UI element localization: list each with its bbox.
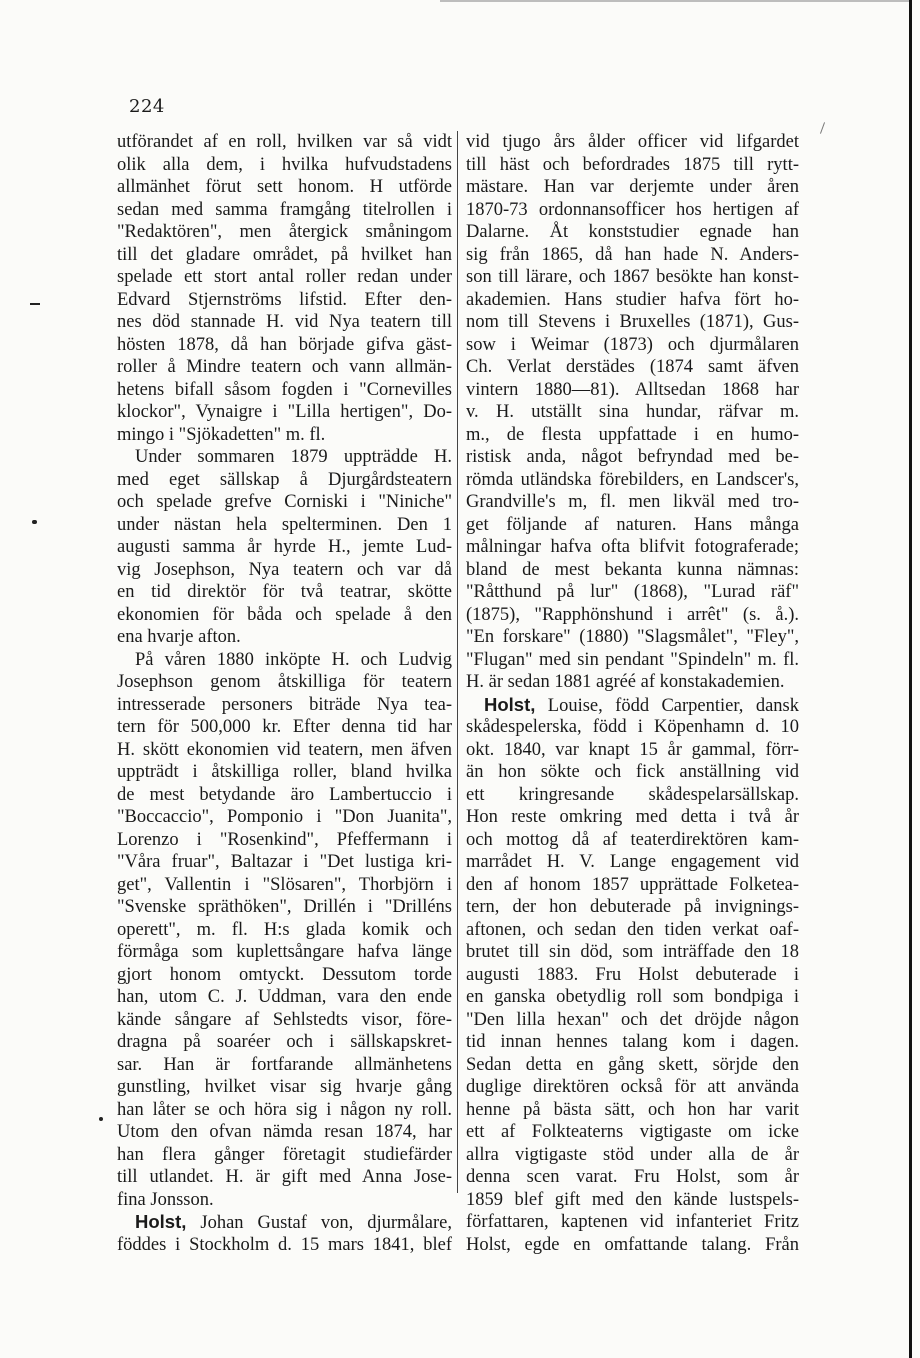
text-line: "Den lilla hexan" och det dröjde någon [466,1009,799,1030]
text-line: augusti 1883. Fru Holst debuterade i [466,964,799,985]
text-line: ekonomien för båda och spelade å den [117,604,452,625]
text-line: "Våra fruar", Baltazar i "Det lustiga kri- [117,852,452,872]
text-line: vintern 1880—81). Alltsedan 1868 har [466,379,799,400]
text-line: Ch. Verlat derstädes (1874 samt äfven [466,357,799,377]
text-line: marrådet H. V. Lange engagement vid [466,852,799,872]
text-line: bland de mest bekanta kunna nämnas: [466,559,799,580]
text-line: Grandville's m, fl. men likväl med tro- [466,492,799,512]
entry-name: Holst, [484,693,536,715]
text-line: olik alla dem, i hvilka hufvudstadens [117,154,452,175]
text-line: duglige direktören också för att använda [466,1077,799,1097]
text-line: "Råtthund på lur" (1868), "Lurad räf" [466,582,799,602]
text-line: allmänhet förut sett honom. H utförde [117,177,452,197]
text-line: han, utom C. J. Uddman, vara den ende [117,987,452,1007]
text-line: okt. 1840, var knapt 15 år gammal, förr- [466,739,799,760]
text-line: till det gladare området, på hvilket han [117,244,452,265]
margin-mark [32,520,37,524]
text-line: H. skött ekonomien vid teatern, men äfven [117,739,452,760]
entry-heading-line [466,694,799,717]
page-right-edge [909,0,912,1358]
text-line: augusti samma år hyrde H., jemte Lud- [117,537,452,557]
text-line: nes död stannade H. vid Nya teatern till [117,312,452,332]
text-line: vid tjugo års ålder officer vid lifgardet [466,132,799,152]
text-line: römda utländska förebilders, en Landscer's, [466,469,799,490]
text-line: ristisk anda, något befryndad med be- [466,447,799,467]
text-line: Utom den ofvan nämda resan 1874, har [117,1122,452,1142]
entry-heading-line [117,1211,452,1234]
text-line: Holst, egde en omfattande talang. Från [466,1234,799,1255]
text-line: fina Jonsson. [117,1189,214,1210]
text-line: till häst och befordrades 1875 till rytt- [466,154,799,175]
text-line: de mest betydande äro Lambertuccio i [117,784,452,805]
text-line: vig Josephson, Nya teatern och var då [117,559,452,580]
text-line: ena hvarje afton. [117,627,241,647]
text-line: skådespelerska, född i Köpenhamn d. 10 [466,717,799,737]
text-line: målningar hafva ofta blifvit fotograferade; [466,537,799,557]
text-line: tern, der hon debuterade på invignings- [466,897,799,917]
text-line: han flera gånger företagit studiefärder [117,1144,452,1165]
text-line: 1870-73 ordonnansofficer hos hertigen af [466,199,799,220]
margin-mark [30,303,40,305]
text-line: m., de flesta uppfattade i en humo- [466,424,799,445]
text-line: en ganska obetydlig roll som bondpiga i [466,987,799,1007]
text-line: tern för 500,000 kr. Efter denna tid har [117,717,452,737]
text-line: get", Vallentin i "Slösaren", Thorbjörn i [117,874,452,895]
margin-mark [99,1117,103,1121]
text-line: son till lärare, och 1867 besökte han konst- [466,267,799,287]
text-line: henne på bästa sätt, och hon har varit [466,1099,799,1120]
text-line: till utlandet. H. är gift med Anna Jose- [117,1167,452,1187]
text-line: en tid direktör för två teatrar, skötte [117,582,452,602]
text-line: H. är sedan 1881 agréé af konstakademien. [466,672,785,692]
text-line: På våren 1880 inköpte H. och Ludvig [135,649,452,670]
text-line: ett kringresande skådespelarsällskap. [466,784,799,805]
text-line: denna scen varat. Fru Holst, som år [466,1167,799,1187]
text-line: aftonen, och sedan den tiden verkat oaf- [466,919,799,940]
text-line: "Flugan" med sin pendant "Spindeln" m. fl. [466,649,799,670]
text-line: operett", m. fl. H:s glada komik och [117,919,452,940]
text-line: mästare. Han var derjemte under åren [466,177,799,197]
page-number: 224 [129,96,165,117]
page-top-edge [440,0,912,2]
text-line: än hon sökte och fick anställning vid [466,762,799,782]
text-line: "En forskare" (1880) "Slagsmålet", "Fley", [466,627,799,647]
text-line: klockor", Vynaigre i "Lilla hertigen", Do- [117,402,452,422]
text-line: Sedan detta en gång skett, sörjde den [466,1054,799,1075]
text-line: sedan med samma framgång titelrollen i [117,199,452,220]
margin-mark [820,122,825,134]
text-line: allra vigtigaste stöd under alla de år [466,1144,799,1165]
text-line: hösten 1878, då han började gifva gäst- [117,334,452,355]
text-line: gunstling, hvilket visar sig hvarje gång [117,1077,452,1097]
text-line: författaren, kaptenen vid infanteriet Fritz [466,1212,799,1232]
text-line: den af honom 1857 upprättade Folketea- [466,874,799,895]
text-line: "Boccaccio", Pomponio i "Don Juanita", [117,807,452,827]
text-line: sar. Han är fortfarande allmänhetens [117,1054,452,1075]
text-line: nom till Stevens i Bruxelles (1871), Gus- [466,312,799,332]
text-line: uppträdt i åtskilliga roller, bland hvilka [117,762,452,782]
text-line: brutet till sin död, som inträffade den 18 [466,942,799,962]
text-line: Hon reste omkring med detta i två år [466,807,799,827]
text-line: och spelade grefve Corniski i "Niniche" [117,492,452,512]
text-line: gjort honom omtyckt. Dessutom torde [117,964,452,985]
text-line: get följande af naturen. Hans många [466,514,799,535]
text-line: Edvard Stjernströms lifstid. Efter den- [117,289,452,310]
text-line: v. H. utställt sina hundar, räfvar m. [466,402,799,422]
text-line: med eget sällskap å Djurgårdsteatern [117,469,452,490]
text-line: intresserade personers biträde Nya tea- [117,694,452,715]
text-line: sow i Weimar (1873) och djurmålaren [466,334,799,355]
text-line: kände sångare af Sehlstedts visor, före- [117,1009,452,1030]
text-line: Dalarne. Åt konststudier egnade han [466,222,799,242]
right-column [466,131,799,1256]
text-line: (1875), "Rapphönshund i arrêt" (s. å.). [466,604,799,625]
left-column [117,131,452,1256]
text-line: förmåga som kuplettsångare hafva länge [117,942,452,962]
text-line: ett af Folkteaterns vigtigaste om icke [466,1122,799,1142]
entry-text: Louise, född Carpentier, dansk [535,695,799,716]
text-line: Josephson genom åtskilliga för teatern [117,672,452,692]
text-line: föddes i Stockholm d. 15 mars 1841, blef [117,1234,452,1255]
text-line: roller å Mindre teatern och vann allmän- [117,357,452,377]
entry-name: Holst, [135,1211,187,1232]
text-line: Under sommaren 1879 uppträdde H. [135,447,452,467]
text-line: 1859 blef gift med den kände lustspels- [466,1189,799,1210]
text-line: "Redaktören", men återgick småningom [117,222,452,242]
text-line: dragna på soaréer och i sällskapskret- [117,1032,452,1052]
text-line: hetens bifall såsom fogden i "Cornevilles [117,379,452,400]
text-line: spelade ett stort antal roller redan under [117,267,452,287]
text-line: akademien. Hans studier hafva fört ho- [466,289,799,310]
column-divider [457,131,458,1193]
text-line: under nästan hela spelterminen. Den 1 [117,514,452,535]
text-line: mingo i "Sjökadetten" m. fl. [117,424,326,445]
text-line: han låter se och höra sig i någon ny roll. [117,1099,452,1120]
text-line: utförandet af en roll, hvilken var så vidt [117,132,452,152]
entry-text: Johan Gustaf von, djurmålare, [186,1213,452,1233]
text-line: sig från 1865, då han hade N. Anders- [466,244,799,265]
text-line: "Svenske spräthöken", Drillén i "Drilléns [117,897,452,917]
text-line: Lorenzo i "Rosenkind", Pfeffermann i [117,829,452,850]
text-line: tid innan hennes talang kom i dagen. [466,1032,799,1052]
text-line: och mottog då af teaterdirektören kam- [466,829,799,850]
